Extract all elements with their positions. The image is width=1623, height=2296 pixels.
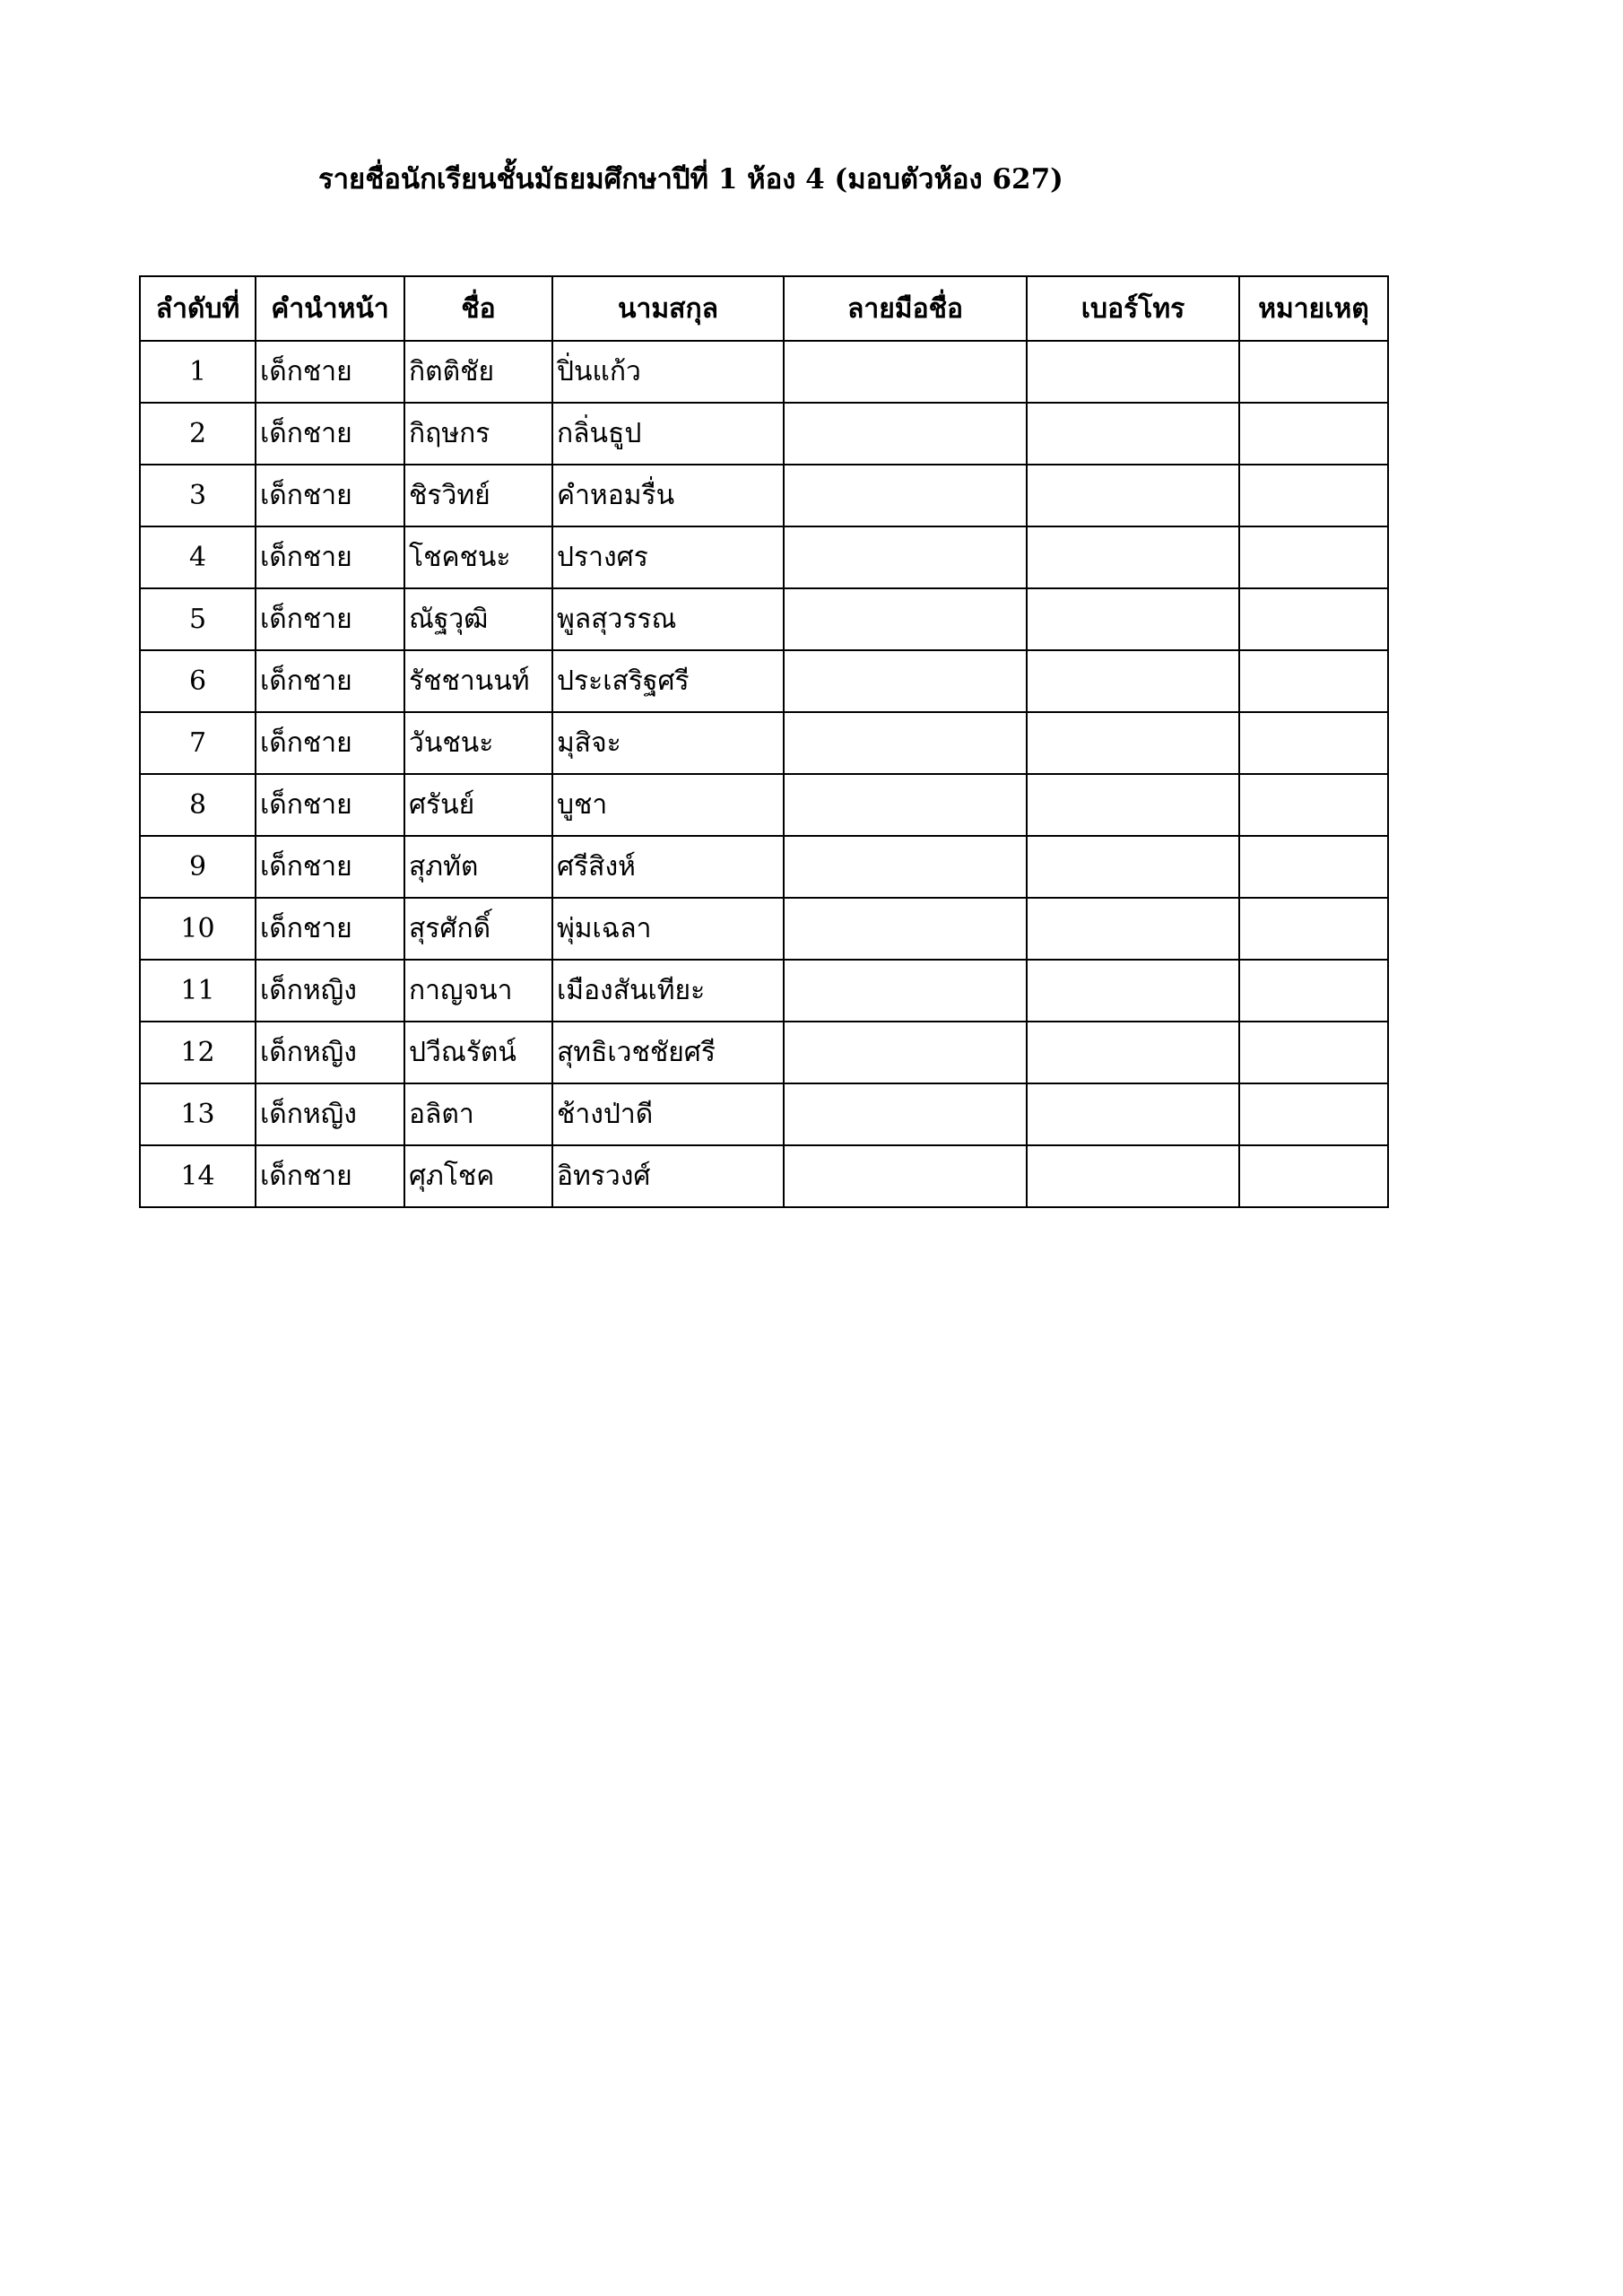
header-row [140, 276, 1388, 341]
cell-last-name: พุ่มเฉลา [552, 898, 784, 960]
cell-signature [784, 403, 1027, 465]
cell-remark [1239, 712, 1388, 774]
cell-last-name: บูชา [552, 774, 784, 836]
header-signature: ลายมือชื่อ [784, 276, 1027, 341]
cell-prefix: เด็กชาย [256, 526, 404, 588]
cell-signature [784, 341, 1027, 403]
cell-first-name: สุภทัต [404, 836, 552, 898]
cell-phone [1027, 526, 1239, 588]
cell-no: 11 [140, 960, 256, 1022]
cell-prefix: เด็กชาย [256, 774, 404, 836]
table-row [140, 465, 1388, 526]
table-row [140, 898, 1388, 960]
cell-signature [784, 960, 1027, 1022]
cell-phone [1027, 1145, 1239, 1207]
cell-phone [1027, 712, 1239, 774]
cell-remark [1239, 1145, 1388, 1207]
cell-signature [784, 526, 1027, 588]
cell-no: 6 [140, 650, 256, 712]
cell-signature [784, 1145, 1027, 1207]
cell-no: 2 [140, 403, 256, 465]
cell-signature [784, 650, 1027, 712]
cell-phone [1027, 960, 1239, 1022]
cell-phone [1027, 1083, 1239, 1145]
table-row [140, 836, 1388, 898]
table-row [140, 588, 1388, 650]
cell-prefix: เด็กชาย [256, 1145, 404, 1207]
table-row [140, 1022, 1388, 1083]
cell-first-name: กิฤษกร [404, 403, 552, 465]
cell-no: 14 [140, 1145, 256, 1207]
cell-phone [1027, 774, 1239, 836]
cell-no: 7 [140, 712, 256, 774]
cell-phone [1027, 650, 1239, 712]
header-no: ลำดับที่ [140, 276, 256, 341]
cell-first-name: กิตติชัย [404, 341, 552, 403]
table-row [140, 526, 1388, 588]
cell-remark [1239, 774, 1388, 836]
cell-last-name: ช้างป่าดี [552, 1083, 784, 1145]
cell-last-name: ปิ่นแก้ว [552, 341, 784, 403]
cell-signature [784, 1083, 1027, 1145]
cell-remark [1239, 526, 1388, 588]
table-row [140, 960, 1388, 1022]
cell-no: 9 [140, 836, 256, 898]
cell-remark [1239, 588, 1388, 650]
cell-first-name: สุรศักดิ์ [404, 898, 552, 960]
table-row [140, 1083, 1388, 1145]
cell-remark [1239, 403, 1388, 465]
cell-first-name: กาญจนา [404, 960, 552, 1022]
cell-prefix: เด็กชาย [256, 712, 404, 774]
cell-no: 8 [140, 774, 256, 836]
header-prefix: คำนำหน้า [256, 276, 404, 341]
cell-phone [1027, 465, 1239, 526]
cell-prefix: เด็กชาย [256, 836, 404, 898]
cell-signature [784, 1022, 1027, 1083]
cell-first-name: ณัฐวุฒิ [404, 588, 552, 650]
cell-signature [784, 898, 1027, 960]
page-title: รายชื่อนักเรียนชั้นมัธยมศึกษาปีที่ 1 ห้อง 4 (มอบตัวห้อง 627) [318, 163, 1063, 196]
cell-last-name: คำหอมรื่น [552, 465, 784, 526]
cell-no: 5 [140, 588, 256, 650]
cell-first-name: ศุภโชค [404, 1145, 552, 1207]
cell-last-name: ปรางศร [552, 526, 784, 588]
table-row [140, 1145, 1388, 1207]
cell-remark [1239, 960, 1388, 1022]
cell-remark [1239, 1022, 1388, 1083]
cell-prefix: เด็กหญิง [256, 960, 404, 1022]
cell-prefix: เด็กชาย [256, 465, 404, 526]
cell-first-name: ปวีณรัตน์ [404, 1022, 552, 1083]
cell-phone [1027, 341, 1239, 403]
cell-prefix: เด็กชาย [256, 898, 404, 960]
cell-first-name: ศรันย์ [404, 774, 552, 836]
cell-no: 1 [140, 341, 256, 403]
cell-no: 10 [140, 898, 256, 960]
cell-prefix: เด็กหญิง [256, 1083, 404, 1145]
cell-last-name: กลิ่นธูป [552, 403, 784, 465]
cell-phone [1027, 836, 1239, 898]
cell-prefix: เด็กชาย [256, 403, 404, 465]
cell-phone [1027, 1022, 1239, 1083]
cell-signature [784, 836, 1027, 898]
header-first-name: ชื่อ [404, 276, 552, 341]
cell-last-name: อิทรวงศ์ [552, 1145, 784, 1207]
header-remark: หมายเหตุ [1239, 276, 1388, 341]
cell-signature [784, 712, 1027, 774]
cell-prefix: เด็กชาย [256, 650, 404, 712]
cell-remark [1239, 1083, 1388, 1145]
cell-first-name: วันชนะ [404, 712, 552, 774]
cell-last-name: เมืองสันเทียะ [552, 960, 784, 1022]
cell-last-name: ประเสริฐศรี [552, 650, 784, 712]
header-phone: เบอร์โทร [1027, 276, 1239, 341]
cell-first-name: รัชชานนท์ [404, 650, 552, 712]
cell-prefix: เด็กหญิง [256, 1022, 404, 1083]
cell-last-name: พูลสุวรรณ [552, 588, 784, 650]
cell-last-name: มุสิจะ [552, 712, 784, 774]
cell-signature [784, 774, 1027, 836]
roster-body [140, 341, 1388, 1207]
cell-remark [1239, 465, 1388, 526]
table-row [140, 341, 1388, 403]
cell-remark [1239, 836, 1388, 898]
cell-phone [1027, 403, 1239, 465]
cell-first-name: ชิรวิทย์ [404, 465, 552, 526]
cell-phone [1027, 898, 1239, 960]
cell-prefix: เด็กชาย [256, 341, 404, 403]
cell-first-name: โชคชนะ [404, 526, 552, 588]
cell-phone [1027, 588, 1239, 650]
cell-remark [1239, 341, 1388, 403]
cell-first-name: อลิตา [404, 1083, 552, 1145]
cell-last-name: สุทธิเวชชัยศรี [552, 1022, 784, 1083]
table-row [140, 650, 1388, 712]
cell-no: 12 [140, 1022, 256, 1083]
header-last-name: นามสกุล [552, 276, 784, 341]
cell-signature [784, 465, 1027, 526]
cell-signature [784, 588, 1027, 650]
table-row [140, 712, 1388, 774]
cell-prefix: เด็กชาย [256, 588, 404, 650]
table-row [140, 774, 1388, 836]
cell-no: 4 [140, 526, 256, 588]
cell-remark [1239, 898, 1388, 960]
cell-no: 3 [140, 465, 256, 526]
cell-remark [1239, 650, 1388, 712]
table-row [140, 403, 1388, 465]
cell-no: 13 [140, 1083, 256, 1145]
student-roster-table [139, 275, 1389, 1208]
cell-last-name: ศรีสิงห์ [552, 836, 784, 898]
